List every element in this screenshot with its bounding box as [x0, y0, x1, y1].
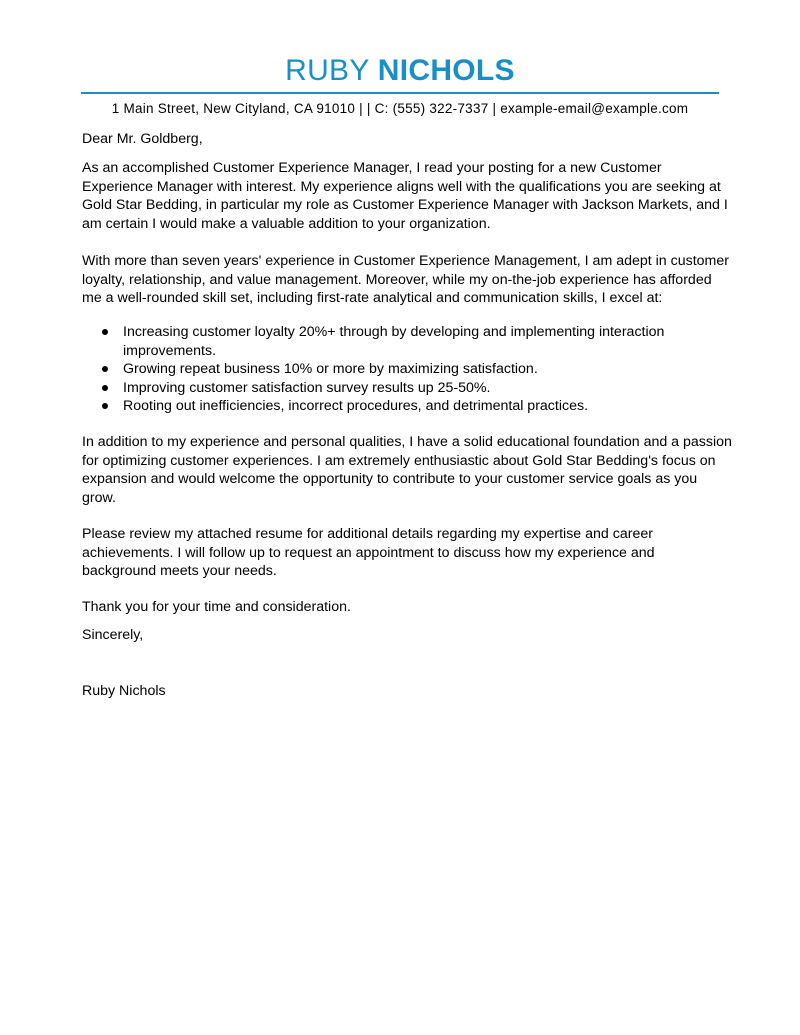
closing — [82, 626, 732, 645]
list-item-text: Rooting out inefficiencies, incorrect procedures, and detrimental practices. — [123, 398, 589, 414]
paragraph-education — [82, 433, 732, 507]
paragraph-education-text: In addition to my experience and personal qualities, I have a solid educational foundation and a passion for optimizing customer experiences. I am extremely enthusiastic about Gold Star Bedding's focus on expansion and would welcome the opportunity to contribute to your customer service goals as you grow. — [82, 434, 732, 506]
list-item — [82, 360, 732, 379]
first-name: RUBY — [285, 54, 370, 87]
paragraph-thanks-text: Thank you for your time and consideration. — [82, 599, 351, 615]
paragraph-intro — [82, 159, 732, 233]
contact-info: 1 Main Street, New Cityland, CA 91010 | | C: (555) 322-7337 | example-email@example.com — [111, 101, 689, 116]
header-divider — [81, 92, 719, 94]
list-item-text: Improving customer satisfaction survey results up 25-50%. — [123, 379, 491, 396]
paragraph-experience — [82, 252, 732, 308]
signature-name: Ruby Nichols — [82, 683, 166, 699]
salutation — [82, 130, 732, 149]
closing-text: Sincerely, — [82, 627, 144, 643]
list-item-text: Growing repeat business 10% or more by maximizing satisfaction. — [123, 361, 538, 377]
paragraph-thanks — [82, 598, 732, 617]
bullet-icon — [102, 329, 108, 335]
paragraph-intro-text: As an accomplished Customer Experience Manager, I read your posting for a new Customer Experience Manager with interest. My experience aligns well with the qualifications you are seeking at Gold Star Bedding, in particular my role as Customer Experience Manager with Jackson Markets, and I am certain I would make a valuable addition to your organization. — [82, 160, 728, 232]
list-item — [82, 323, 732, 360]
bullet-icon — [102, 366, 108, 372]
applicant-name — [0, 54, 800, 88]
achievements-list — [82, 323, 732, 416]
paragraph-experience-text: With more than seven years' experience in Customer Experience Management, I am adept in customer loyalty, relationship, and value management. Moreover, while my on-the-job experience has afforded me a well-rounded skill set, including first-rate analytical and communication skills, I excel at: — [82, 253, 729, 306]
list-item — [82, 397, 732, 416]
paragraph-followup-text: Please review my attached resume for additional details regarding my expertise and career achievements. I will follow up to request an appointment to discuss how my experience and background meets your needs. — [82, 526, 655, 579]
bullet-icon — [102, 385, 108, 391]
signature — [82, 682, 732, 701]
list-item — [82, 379, 732, 398]
salutation-text: Dear Mr. Goldberg, — [82, 131, 203, 147]
last-name: NICHOLS — [377, 54, 515, 87]
bullet-icon — [102, 403, 108, 409]
list-item-text: Increasing customer loyalty 20%+ through by developing and implementing interaction improvements. — [123, 324, 665, 359]
paragraph-followup — [82, 525, 732, 581]
